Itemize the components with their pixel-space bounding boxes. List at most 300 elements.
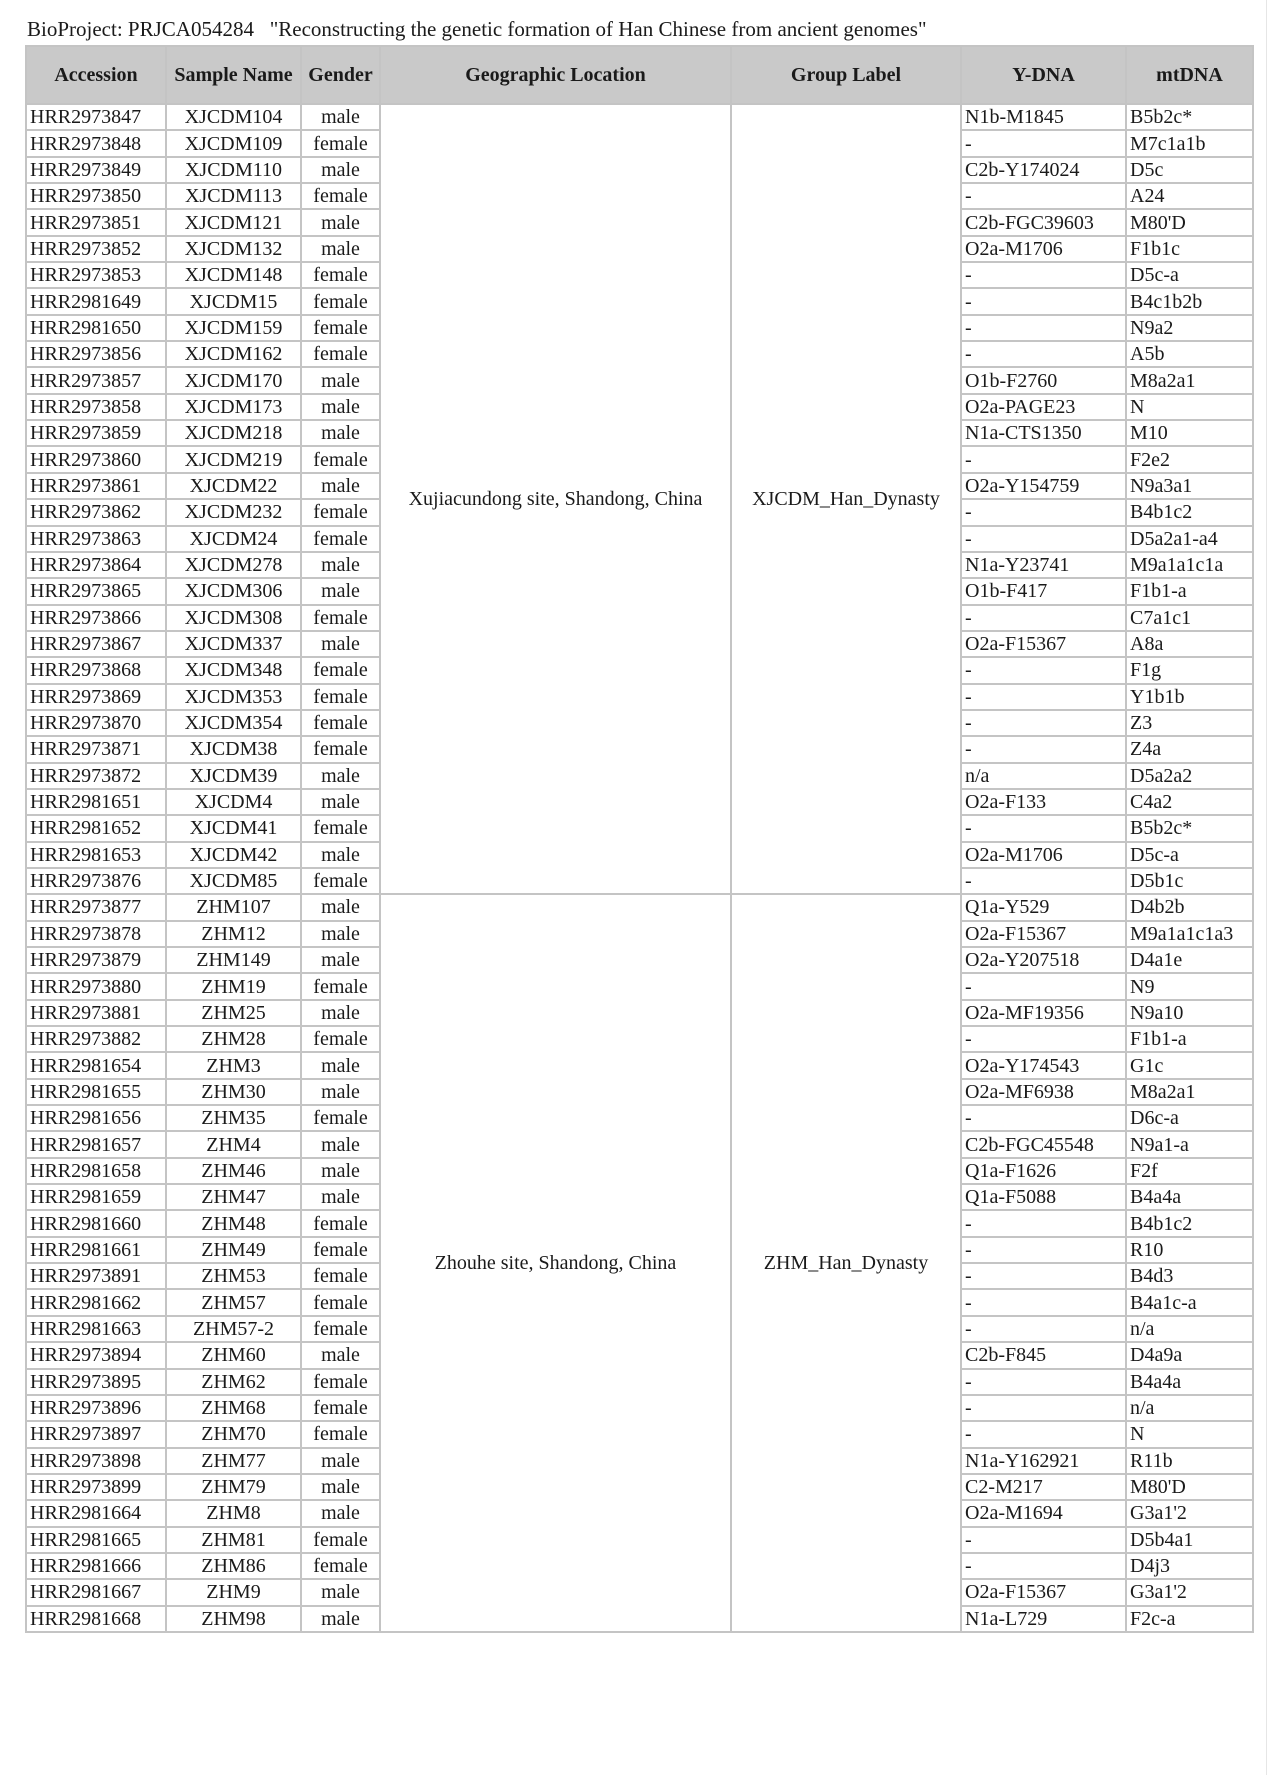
y-dna-cell: -: [961, 605, 1126, 631]
gender-cell: male: [301, 104, 380, 130]
y-dna-cell: -: [961, 341, 1126, 367]
accession-cell: HRR2981656: [26, 1105, 166, 1131]
y-dna-cell: O2a-F15367: [961, 631, 1126, 657]
sample-name-cell: ZHM35: [166, 1105, 301, 1131]
mtdna-cell: B5b2c*: [1126, 815, 1253, 841]
gender-cell: male: [301, 578, 380, 604]
accession-cell: HRR2973897: [26, 1421, 166, 1447]
y-dna-cell: C2b-Y174024: [961, 157, 1126, 183]
sample-name-cell: XJCDM104: [166, 104, 301, 130]
gender-cell: male: [301, 1606, 380, 1632]
gender-cell: female: [301, 710, 380, 736]
y-dna-cell: -: [961, 446, 1126, 472]
sample-name-cell: ZHM53: [166, 1263, 301, 1289]
mtdna-cell: R11b: [1126, 1448, 1253, 1474]
sample-name-cell: XJCDM38: [166, 736, 301, 762]
y-dna-cell: -: [961, 288, 1126, 314]
mtdna-cell: F1b1c: [1126, 236, 1253, 262]
accession-cell: HRR2973868: [26, 657, 166, 683]
y-dna-cell: -: [961, 1553, 1126, 1579]
accession-cell: HRR2973858: [26, 394, 166, 420]
y-dna-cell: -: [961, 1369, 1126, 1395]
accession-cell: HRR2981652: [26, 815, 166, 841]
y-dna-cell: O2a-M1706: [961, 842, 1126, 868]
column-header-accession: Accession: [26, 46, 166, 104]
accession-cell: HRR2973898: [26, 1448, 166, 1474]
mtdna-cell: F2e2: [1126, 446, 1253, 472]
sample-name-cell: XJCDM15: [166, 288, 301, 314]
accession-cell: HRR2981651: [26, 789, 166, 815]
mtdna-cell: F1g: [1126, 657, 1253, 683]
y-dna-cell: -: [961, 1263, 1126, 1289]
y-dna-cell: -: [961, 1237, 1126, 1263]
accession-cell: HRR2981657: [26, 1131, 166, 1157]
y-dna-cell: Q1a-Y529: [961, 894, 1126, 920]
gender-cell: female: [301, 736, 380, 762]
gender-cell: female: [301, 183, 380, 209]
gender-cell: female: [301, 1263, 380, 1289]
gender-cell: male: [301, 394, 380, 420]
gender-cell: male: [301, 842, 380, 868]
sample-name-cell: ZHM19: [166, 973, 301, 999]
y-dna-cell: N1a-L729: [961, 1606, 1126, 1632]
y-dna-cell: -: [961, 526, 1126, 552]
accession-cell: HRR2973867: [26, 631, 166, 657]
gender-cell: male: [301, 1079, 380, 1105]
sample-name-cell: ZHM46: [166, 1158, 301, 1184]
y-dna-cell: O2a-MF19356: [961, 1000, 1126, 1026]
sample-name-cell: ZHM49: [166, 1237, 301, 1263]
accession-cell: HRR2973859: [26, 420, 166, 446]
mtdna-cell: D5a2a1-a4: [1126, 526, 1253, 552]
gender-cell: male: [301, 367, 380, 393]
sample-name-cell: XJCDM148: [166, 262, 301, 288]
mtdna-cell: D4a1e: [1126, 947, 1253, 973]
accession-cell: HRR2973876: [26, 868, 166, 894]
mtdna-cell: G3a1'2: [1126, 1500, 1253, 1526]
sample-name-cell: XJCDM109: [166, 130, 301, 156]
y-dna-cell: -: [961, 868, 1126, 894]
y-dna-cell: O2a-M1694: [961, 1500, 1126, 1526]
accession-cell: HRR2973856: [26, 341, 166, 367]
mtdna-cell: M80'D: [1126, 209, 1253, 235]
y-dna-cell: -: [961, 1316, 1126, 1342]
mtdna-cell: M10: [1126, 420, 1253, 446]
mtdna-cell: G1c: [1126, 1052, 1253, 1078]
mtdna-cell: n/a: [1126, 1395, 1253, 1421]
gender-cell: female: [301, 262, 380, 288]
gender-cell: male: [301, 894, 380, 920]
y-dna-cell: -: [961, 183, 1126, 209]
sample-name-cell: ZHM57: [166, 1289, 301, 1315]
mtdna-cell: N9a2: [1126, 315, 1253, 341]
y-dna-cell: -: [961, 130, 1126, 156]
y-dna-cell: -: [961, 1026, 1126, 1052]
accession-cell: HRR2973879: [26, 947, 166, 973]
accession-cell: HRR2973891: [26, 1263, 166, 1289]
sample-name-cell: ZHM149: [166, 947, 301, 973]
sample-name-cell: XJCDM337: [166, 631, 301, 657]
gender-cell: male: [301, 236, 380, 262]
sample-name-cell: XJCDM24: [166, 526, 301, 552]
gender-cell: female: [301, 1289, 380, 1315]
accession-cell: HRR2973866: [26, 605, 166, 631]
accession-cell: HRR2981653: [26, 842, 166, 868]
y-dna-cell: O1b-F2760: [961, 367, 1126, 393]
gender-cell: female: [301, 526, 380, 552]
accession-cell: HRR2973878: [26, 921, 166, 947]
y-dna-cell: -: [961, 657, 1126, 683]
geographic-location-cell: Xujiacundong site, Shandong, China: [380, 104, 731, 894]
sample-name-cell: ZHM12: [166, 921, 301, 947]
mtdna-cell: B5b2c*: [1126, 104, 1253, 130]
accession-cell: HRR2973871: [26, 736, 166, 762]
gender-cell: male: [301, 1579, 380, 1605]
gender-cell: female: [301, 815, 380, 841]
gender-cell: male: [301, 1158, 380, 1184]
sample-name-cell: ZHM48: [166, 1210, 301, 1236]
geographic-location-cell: Zhouhe site, Shandong, China: [380, 894, 731, 1632]
gender-cell: female: [301, 1210, 380, 1236]
gender-cell: male: [301, 1448, 380, 1474]
mtdna-cell: A24: [1126, 183, 1253, 209]
sample-name-cell: XJCDM110: [166, 157, 301, 183]
gender-cell: female: [301, 1237, 380, 1263]
sample-name-cell: XJCDM354: [166, 710, 301, 736]
gender-cell: male: [301, 1052, 380, 1078]
gender-cell: female: [301, 1316, 380, 1342]
mtdna-cell: N9a3a1: [1126, 473, 1253, 499]
page-edge-divider: [1266, 0, 1267, 1775]
sample-name-cell: XJCDM219: [166, 446, 301, 472]
gender-cell: female: [301, 446, 380, 472]
accession-cell: HRR2973896: [26, 1395, 166, 1421]
accession-cell: HRR2981663: [26, 1316, 166, 1342]
accession-cell: HRR2981654: [26, 1052, 166, 1078]
sample-name-cell: XJCDM170: [166, 367, 301, 393]
accession-cell: HRR2973850: [26, 183, 166, 209]
sample-name-cell: ZHM81: [166, 1527, 301, 1553]
sample-name-cell: XJCDM306: [166, 578, 301, 604]
mtdna-cell: F1b1-a: [1126, 578, 1253, 604]
gender-cell: female: [301, 1527, 380, 1553]
mtdna-cell: C7a1c1: [1126, 605, 1253, 631]
sample-name-cell: ZHM4: [166, 1131, 301, 1157]
gender-cell: female: [301, 130, 380, 156]
y-dna-cell: -: [961, 499, 1126, 525]
mtdna-cell: G3a1'2: [1126, 1579, 1253, 1605]
gender-cell: female: [301, 1026, 380, 1052]
column-header-group-label: Group Label: [731, 46, 961, 104]
sample-name-cell: ZHM3: [166, 1052, 301, 1078]
y-dna-cell: -: [961, 815, 1126, 841]
mtdna-cell: B4c1b2b: [1126, 288, 1253, 314]
y-dna-cell: O2a-MF6938: [961, 1079, 1126, 1105]
mtdna-cell: N9a1-a: [1126, 1131, 1253, 1157]
gender-cell: male: [301, 473, 380, 499]
column-header-mtdna: mtDNA: [1126, 46, 1253, 104]
mtdna-cell: D5b1c: [1126, 868, 1253, 894]
accession-cell: HRR2981661: [26, 1237, 166, 1263]
group-label-cell: XJCDM_Han_Dynasty: [731, 104, 961, 894]
samples-table: [25, 45, 1254, 1633]
y-dna-cell: -: [961, 1395, 1126, 1421]
gender-cell: female: [301, 605, 380, 631]
mtdna-cell: D5a2a2: [1126, 763, 1253, 789]
y-dna-cell: N1b-M1845: [961, 104, 1126, 130]
gender-cell: female: [301, 1421, 380, 1447]
y-dna-cell: O2a-PAGE23: [961, 394, 1126, 420]
mtdna-cell: D5c-a: [1126, 262, 1253, 288]
mtdna-cell: M7c1a1b: [1126, 130, 1253, 156]
accession-cell: HRR2973862: [26, 499, 166, 525]
y-dna-cell: -: [961, 1105, 1126, 1131]
gender-cell: female: [301, 684, 380, 710]
mtdna-cell: D5b4a1: [1126, 1527, 1253, 1553]
accession-cell: HRR2973848: [26, 130, 166, 156]
y-dna-cell: C2b-FGC39603: [961, 209, 1126, 235]
mtdna-cell: B4b1c2: [1126, 1210, 1253, 1236]
mtdna-cell: N9a10: [1126, 1000, 1253, 1026]
gender-cell: male: [301, 1474, 380, 1500]
accession-cell: HRR2973870: [26, 710, 166, 736]
accession-cell: HRR2973853: [26, 262, 166, 288]
mtdna-cell: D4a9a: [1126, 1342, 1253, 1368]
accession-cell: HRR2973865: [26, 578, 166, 604]
mtdna-cell: Y1b1b: [1126, 684, 1253, 710]
sample-name-cell: XJCDM348: [166, 657, 301, 683]
sample-name-cell: XJCDM42: [166, 842, 301, 868]
y-dna-cell: -: [961, 262, 1126, 288]
accession-cell: HRR2981667: [26, 1579, 166, 1605]
gender-cell: male: [301, 552, 380, 578]
y-dna-cell: -: [961, 736, 1126, 762]
sample-name-cell: XJCDM162: [166, 341, 301, 367]
sample-name-cell: ZHM8: [166, 1500, 301, 1526]
table-row: [26, 104, 1253, 130]
mtdna-cell: B4b1c2: [1126, 499, 1253, 525]
gender-cell: male: [301, 631, 380, 657]
column-header-sample-name: Sample Name: [166, 46, 301, 104]
sample-name-cell: ZHM25: [166, 1000, 301, 1026]
y-dna-cell: O2a-F15367: [961, 1579, 1126, 1605]
accession-cell: HRR2973895: [26, 1369, 166, 1395]
column-header-geographic-location: Geographic Location: [380, 46, 731, 104]
y-dna-cell: Q1a-F5088: [961, 1184, 1126, 1210]
y-dna-cell: n/a: [961, 763, 1126, 789]
mtdna-cell: B4a4a: [1126, 1184, 1253, 1210]
sample-name-cell: XJCDM132: [166, 236, 301, 262]
sample-name-cell: XJCDM113: [166, 183, 301, 209]
sample-name-cell: ZHM28: [166, 1026, 301, 1052]
mtdna-cell: A5b: [1126, 341, 1253, 367]
sample-name-cell: XJCDM353: [166, 684, 301, 710]
y-dna-cell: O1b-F417: [961, 578, 1126, 604]
accession-cell: HRR2981660: [26, 1210, 166, 1236]
gender-cell: male: [301, 1184, 380, 1210]
accession-cell: HRR2981662: [26, 1289, 166, 1315]
y-dna-cell: -: [961, 1421, 1126, 1447]
accession-cell: HRR2973863: [26, 526, 166, 552]
accession-cell: HRR2973882: [26, 1026, 166, 1052]
sample-name-cell: ZHM77: [166, 1448, 301, 1474]
gender-cell: female: [301, 341, 380, 367]
y-dna-cell: N1a-Y162921: [961, 1448, 1126, 1474]
accession-cell: HRR2973860: [26, 446, 166, 472]
sample-name-cell: XJCDM232: [166, 499, 301, 525]
column-header-y-dna: Y-DNA: [961, 46, 1126, 104]
mtdna-cell: D4j3: [1126, 1553, 1253, 1579]
accession-cell: HRR2973857: [26, 367, 166, 393]
accession-cell: HRR2973881: [26, 1000, 166, 1026]
sample-name-cell: ZHM57-2: [166, 1316, 301, 1342]
sample-name-cell: XJCDM308: [166, 605, 301, 631]
y-dna-cell: -: [961, 973, 1126, 999]
sample-name-cell: ZHM62: [166, 1369, 301, 1395]
sample-name-cell: XJCDM39: [166, 763, 301, 789]
y-dna-cell: Q1a-F1626: [961, 1158, 1126, 1184]
y-dna-cell: O2a-F133: [961, 789, 1126, 815]
sample-name-cell: ZHM70: [166, 1421, 301, 1447]
mtdna-cell: R10: [1126, 1237, 1253, 1263]
gender-cell: female: [301, 657, 380, 683]
mtdna-cell: F2c-a: [1126, 1606, 1253, 1632]
gender-cell: female: [301, 288, 380, 314]
accession-cell: HRR2973852: [26, 236, 166, 262]
accession-cell: HRR2981655: [26, 1079, 166, 1105]
accession-cell: HRR2981668: [26, 1606, 166, 1632]
sample-name-cell: ZHM9: [166, 1579, 301, 1605]
table-header-row: [26, 46, 1253, 104]
mtdna-cell: D5c-a: [1126, 842, 1253, 868]
sample-name-cell: ZHM68: [166, 1395, 301, 1421]
sample-name-cell: XJCDM159: [166, 315, 301, 341]
gender-cell: female: [301, 1395, 380, 1421]
mtdna-cell: B4a4a: [1126, 1369, 1253, 1395]
y-dna-cell: N1a-CTS1350: [961, 420, 1126, 446]
page-title: BioProject: PRJCA054284 "Reconstructing the genetic formation of Han Chinese from ancient genomes": [27, 17, 927, 41]
mtdna-cell: D5c: [1126, 157, 1253, 183]
sample-name-cell: ZHM60: [166, 1342, 301, 1368]
accession-cell: HRR2973861: [26, 473, 166, 499]
gender-cell: female: [301, 315, 380, 341]
sample-name-cell: XJCDM278: [166, 552, 301, 578]
mtdna-cell: M8a2a1: [1126, 1079, 1253, 1105]
sample-name-cell: ZHM47: [166, 1184, 301, 1210]
gender-cell: female: [301, 499, 380, 525]
accession-cell: HRR2973851: [26, 209, 166, 235]
mtdna-cell: B4a1c-a: [1126, 1289, 1253, 1315]
gender-cell: female: [301, 868, 380, 894]
y-dna-cell: O2a-Y207518: [961, 947, 1126, 973]
accession-cell: HRR2973899: [26, 1474, 166, 1500]
y-dna-cell: -: [961, 684, 1126, 710]
mtdna-cell: N9: [1126, 973, 1253, 999]
y-dna-cell: -: [961, 710, 1126, 736]
accession-cell: HRR2981650: [26, 315, 166, 341]
mtdna-cell: F1b1-a: [1126, 1026, 1253, 1052]
sample-name-cell: ZHM107: [166, 894, 301, 920]
mtdna-cell: C4a2: [1126, 789, 1253, 815]
accession-cell: HRR2981658: [26, 1158, 166, 1184]
gender-cell: male: [301, 157, 380, 183]
y-dna-cell: -: [961, 1527, 1126, 1553]
mtdna-cell: N: [1126, 394, 1253, 420]
accession-cell: HRR2981659: [26, 1184, 166, 1210]
mtdna-cell: M9a1a1c1a: [1126, 552, 1253, 578]
mtdna-cell: N: [1126, 1421, 1253, 1447]
sample-name-cell: XJCDM218: [166, 420, 301, 446]
accession-cell: HRR2981649: [26, 288, 166, 314]
mtdna-cell: Z4a: [1126, 736, 1253, 762]
group-label-cell: ZHM_Han_Dynasty: [731, 894, 961, 1632]
y-dna-cell: -: [961, 315, 1126, 341]
y-dna-cell: C2-M217: [961, 1474, 1126, 1500]
accession-cell: HRR2973849: [26, 157, 166, 183]
gender-cell: female: [301, 1105, 380, 1131]
mtdna-cell: M9a1a1c1a3: [1126, 921, 1253, 947]
mtdna-cell: n/a: [1126, 1316, 1253, 1342]
sample-name-cell: ZHM98: [166, 1606, 301, 1632]
mtdna-cell: B4d3: [1126, 1263, 1253, 1289]
gender-cell: male: [301, 921, 380, 947]
sample-name-cell: ZHM86: [166, 1553, 301, 1579]
accession-cell: HRR2973869: [26, 684, 166, 710]
gender-cell: female: [301, 973, 380, 999]
mtdna-cell: D4b2b: [1126, 894, 1253, 920]
sample-name-cell: XJCDM22: [166, 473, 301, 499]
accession-cell: HRR2973880: [26, 973, 166, 999]
gender-cell: female: [301, 1369, 380, 1395]
y-dna-cell: O2a-M1706: [961, 236, 1126, 262]
gender-cell: male: [301, 1500, 380, 1526]
y-dna-cell: C2b-FGC45548: [961, 1131, 1126, 1157]
gender-cell: male: [301, 1342, 380, 1368]
gender-cell: male: [301, 1000, 380, 1026]
accession-cell: HRR2973877: [26, 894, 166, 920]
gender-cell: male: [301, 420, 380, 446]
gender-cell: male: [301, 1131, 380, 1157]
sample-name-cell: ZHM30: [166, 1079, 301, 1105]
y-dna-cell: N1a-Y23741: [961, 552, 1126, 578]
y-dna-cell: O2a-Y174543: [961, 1052, 1126, 1078]
mtdna-cell: M8a2a1: [1126, 367, 1253, 393]
accession-cell: HRR2981664: [26, 1500, 166, 1526]
sample-name-cell: XJCDM121: [166, 209, 301, 235]
accession-cell: HRR2973864: [26, 552, 166, 578]
gender-cell: male: [301, 947, 380, 973]
y-dna-cell: C2b-F845: [961, 1342, 1126, 1368]
gender-cell: female: [301, 1553, 380, 1579]
gender-cell: male: [301, 763, 380, 789]
mtdna-cell: F2f: [1126, 1158, 1253, 1184]
mtdna-cell: A8a: [1126, 631, 1253, 657]
accession-cell: HRR2981665: [26, 1527, 166, 1553]
sample-name-cell: XJCDM41: [166, 815, 301, 841]
mtdna-cell: D6c-a: [1126, 1105, 1253, 1131]
gender-cell: male: [301, 789, 380, 815]
accession-cell: HRR2973872: [26, 763, 166, 789]
y-dna-cell: O2a-Y154759: [961, 473, 1126, 499]
y-dna-cell: O2a-F15367: [961, 921, 1126, 947]
y-dna-cell: -: [961, 1210, 1126, 1236]
table-row: [26, 894, 1253, 920]
sample-name-cell: XJCDM4: [166, 789, 301, 815]
mtdna-cell: M80'D: [1126, 1474, 1253, 1500]
accession-cell: HRR2973847: [26, 104, 166, 130]
accession-cell: HRR2973894: [26, 1342, 166, 1368]
sample-name-cell: XJCDM85: [166, 868, 301, 894]
